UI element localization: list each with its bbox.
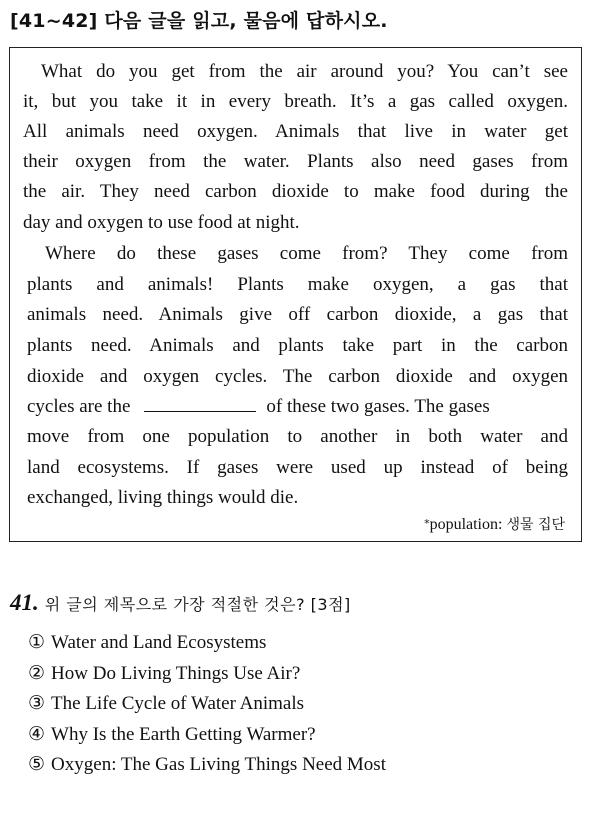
question-number: 41. [10,590,39,615]
answer-option-5[interactable] [28,753,386,776]
passage-line: land ecosystems. If gases were used up instead of being [27,457,568,478]
question-41 [10,590,351,616]
question-text: 위 글의 제목으로 가장 적절한 것은? [3점] [44,595,351,614]
option-text: How Do Living Things Use Air? [51,663,301,684]
passage-line: move from one population to another in both water and [27,426,568,447]
passage-line: What do you get from the air around you? You can’t see [41,61,568,82]
passage-line: day and oxygen to use food at night. [23,212,300,233]
passage-line: their oxygen from the water. Plants also need gases from [23,151,568,172]
answer-option-2[interactable] [28,662,300,685]
option-text: Why Is the Earth Getting Warmer? [51,724,316,745]
passage-line: plants need. Animals and plants take part in the carbon [27,335,568,356]
footnote [424,514,565,534]
answer-option-4[interactable] [28,723,316,746]
answer-blank [144,397,256,412]
option-marker: ④ [28,723,46,745]
option-text: Water and Land Ecosystems [51,632,267,653]
option-marker: ③ [28,692,46,714]
line-text-before-blank: cycles are the [27,396,131,417]
passage-line: All animals need oxygen. Animals that live in water get [23,121,568,142]
answer-option-3[interactable] [28,692,304,715]
section-header: [41~42] 다음 글을 읽고, 물음에 답하시오. [10,10,388,32]
footnote-mark: * [424,517,430,530]
option-marker: ① [28,631,46,653]
line-text-after-blank: of these two gases. The gases [266,396,490,417]
passage-line: dioxide and oxygen cycles. The carbon dioxide and oxygen [27,366,568,387]
passage-box [9,47,582,542]
option-text: Oxygen: The Gas Living Things Need Most [51,754,386,775]
option-marker: ⑤ [28,753,46,775]
passage-line: animals need. Animals give off carbon dioxide, a gas that [27,304,568,325]
option-marker: ② [28,662,46,684]
passage-line: it, but you take it in every breath. It’s a gas called oxygen. [23,91,568,112]
passage-line: Where do these gases come from? They come from [45,243,568,264]
footnote-meaning: 생물 집단 [506,517,565,533]
footnote-term: population: [429,516,503,533]
option-text: The Life Cycle of Water Animals [51,693,305,714]
passage-line: plants and animals! Plants make oxygen, a gas that [27,274,568,295]
passage-line-with-blank [27,396,568,418]
passage-line: the air. They need carbon dioxide to make food during the [23,181,568,202]
answer-option-1[interactable] [28,631,266,654]
passage-line: exchanged, living things would die. [27,487,299,508]
